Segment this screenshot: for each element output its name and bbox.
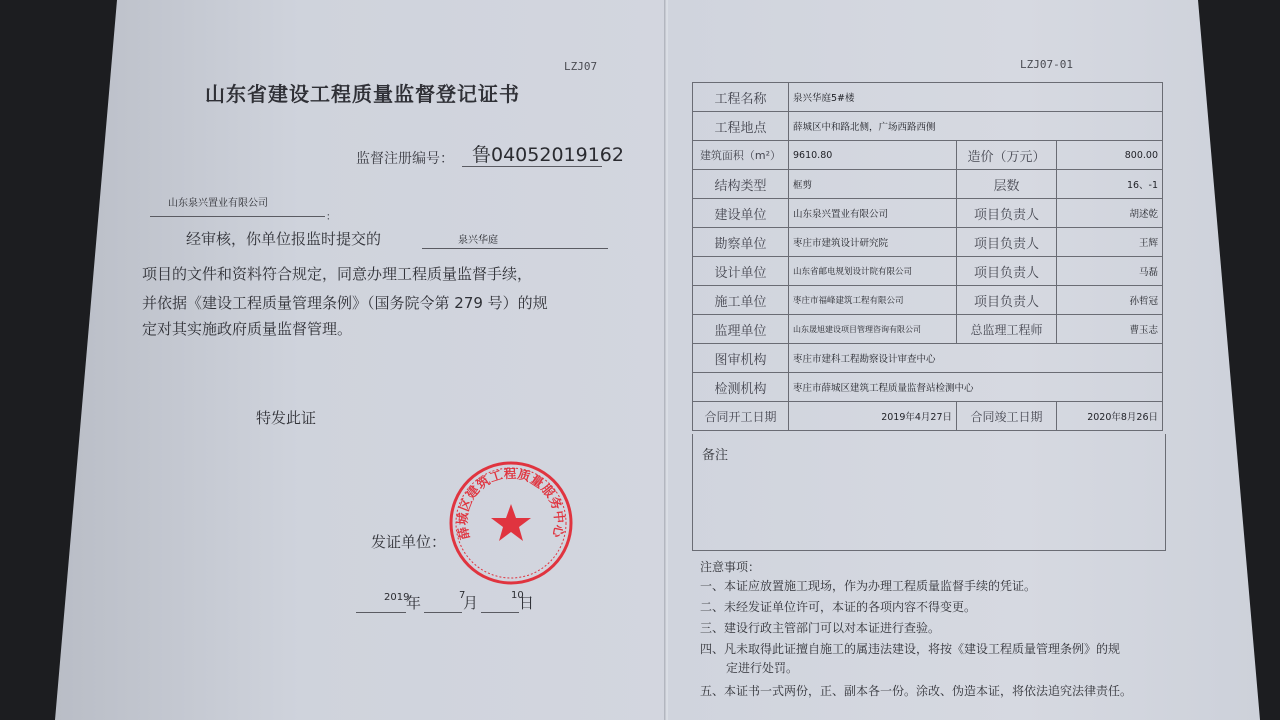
reg-number: 鲁04052019162 [472, 144, 624, 166]
builder-value: 山东泉兴置业有限公司 [789, 199, 957, 228]
review-label: 图审机构 [693, 344, 789, 373]
location-label: 工程地点 [693, 112, 789, 141]
note-item: 二、未经发证单位许可，本证的各项内容不得变更。 [700, 600, 977, 614]
remarks-box [692, 434, 1166, 551]
reg-number-label: 监督注册编号： [356, 151, 454, 167]
supervise-lead-label: 总监理工程师 [957, 315, 1057, 344]
year-char: 年 [406, 594, 422, 612]
table-row [693, 170, 1163, 199]
project-name: 泉兴华庭 [458, 235, 498, 246]
company-name: 山东泉兴置业有限公司 [168, 198, 268, 209]
table-row [693, 199, 1163, 228]
supervise-lead-value: 曹玉志 [1057, 315, 1163, 344]
note-item: 一、本证应放置施工现场，作为办理工程质量监督手续的凭证。 [700, 579, 1037, 593]
design-value: 山东省邮电规划设计院有限公司 [789, 257, 957, 286]
official-seal [448, 460, 574, 586]
project-name-value: 泉兴华庭5#楼 [789, 83, 1163, 112]
table-row [693, 112, 1163, 141]
floors-value: 16、-1 [1057, 170, 1163, 199]
design-label: 设计单位 [693, 257, 789, 286]
survey-lead-value: 王辉 [1057, 228, 1163, 257]
remarks-label: 备注 [702, 448, 729, 463]
date-day: 10 [511, 590, 524, 601]
issuer-label: 发证单位： [371, 533, 447, 551]
table-row [693, 141, 1163, 170]
note-item: 定进行处罚。 [726, 661, 799, 675]
supervise-value: 山东晟旭建设项目管理咨询有限公司 [789, 315, 957, 344]
month-underline [424, 598, 462, 613]
supervise-label: 监理单位 [693, 315, 789, 344]
cost-label: 造价（万元） [957, 141, 1057, 170]
start-date-value: 2019年4月27日 [789, 402, 957, 431]
survey-label: 勘察单位 [693, 228, 789, 257]
special-issue-text: 特发此证 [256, 409, 317, 427]
builder-lead-value: 胡述乾 [1057, 199, 1163, 228]
design-lead-label: 项目负责人 [957, 257, 1057, 286]
construct-value: 枣庄市福峰建筑工程有限公司 [789, 286, 957, 315]
day-char: 日 [519, 594, 535, 612]
project-name-label: 工程名称 [693, 83, 789, 112]
month-char: 月 [463, 594, 479, 612]
table-row [693, 83, 1163, 112]
note-item: 五、本证书一式两份，正、副本各一份。涂改、伪造本证，将依法追究法律责任。 [700, 684, 1133, 698]
table-row [693, 315, 1163, 344]
table-row [693, 344, 1163, 373]
table-row [693, 402, 1163, 431]
paragraph-line-3: 并依据《建设工程质量管理条例》（国务院令第 279 号）的规 [142, 294, 548, 312]
note-item: 三、建设行政主管部门可以对本证进行查验。 [700, 621, 941, 635]
table-row [693, 286, 1163, 315]
construct-lead-label: 项目负责人 [957, 286, 1057, 315]
table-row [693, 257, 1163, 286]
survey-lead-label: 项目负责人 [957, 228, 1057, 257]
table-row [693, 228, 1163, 257]
end-date-label: 合同竣工日期 [957, 402, 1057, 431]
paragraph-line-4: 定对其实施政府质量监督管理。 [142, 320, 353, 338]
date-year: 2019 [384, 592, 410, 603]
table-row [693, 373, 1163, 402]
design-lead-value: 马磊 [1057, 257, 1163, 286]
area-value: 9610.80 [789, 141, 957, 170]
cost-value: 800.00 [1057, 141, 1163, 170]
test-label: 检测机构 [693, 373, 789, 402]
end-date-value: 2020年8月26日 [1057, 402, 1163, 431]
review-value: 枣庄市建科工程勘察设计审查中心 [789, 344, 1163, 373]
structure-label: 结构类型 [693, 170, 789, 199]
notes-title: 注意事项： [700, 560, 761, 574]
paragraph-line-1: 经审核，你单位报监时提交的 [186, 230, 382, 248]
survey-value: 枣庄市建筑设计研究院 [789, 228, 957, 257]
test-value: 枣庄市薛城区建筑工程质量监督站检测中心 [789, 373, 1163, 402]
location-value: 薛城区中和路北侧，广场西路西侧 [789, 112, 1163, 141]
project-info-table [692, 82, 1163, 431]
certificate-title: 山东省建设工程质量监督登记证书 [205, 82, 520, 106]
company-colon: ： [326, 212, 336, 223]
date-month: 7 [459, 590, 466, 601]
start-date-label: 合同开工日期 [693, 402, 789, 431]
builder-label: 建设单位 [693, 199, 789, 228]
right-form-code: LZJ07-01 [1020, 58, 1073, 71]
construct-label: 施工单位 [693, 286, 789, 315]
construct-lead-value: 孙哲冠 [1057, 286, 1163, 315]
seal-text: 薛城区建筑工程质量服务中心 [454, 465, 568, 541]
paragraph-line-2: 项目的文件和资料符合规定，同意办理工程质量监督手续， [142, 265, 533, 283]
project-underline [422, 236, 608, 249]
floors-label: 层数 [957, 170, 1057, 199]
area-label: 建筑面积（m²） [693, 141, 789, 170]
left-form-code: LZJ07 [564, 60, 598, 73]
structure-value: 框剪 [789, 170, 957, 199]
note-item: 四、凡未取得此证擅自施工的属违法建设，将按《建设工程质量管理条例》的规 [700, 642, 1121, 656]
builder-lead-label: 项目负责人 [957, 199, 1057, 228]
